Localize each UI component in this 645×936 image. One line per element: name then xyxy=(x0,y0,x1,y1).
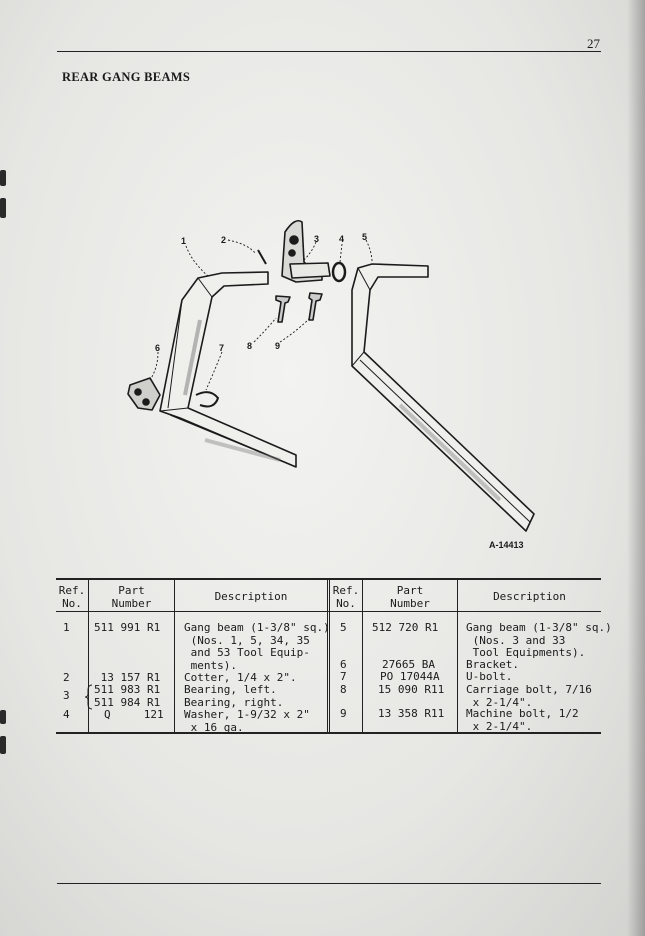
machine-bolt xyxy=(309,293,322,320)
brace-icon xyxy=(84,684,94,710)
ref-cell: 1 xyxy=(63,621,70,634)
header-ref-right: Ref. No. xyxy=(332,584,360,610)
part-number-cell: PO 17044A xyxy=(380,670,440,683)
description-cell: Bracket. xyxy=(466,658,519,671)
part-number-cell: 511 983 R1 511 984 R1 xyxy=(94,683,161,709)
ref-cell: 4 xyxy=(63,708,70,721)
header-description-right: Description xyxy=(493,590,566,603)
ref-cell: 5 xyxy=(340,621,347,634)
part-number-cell: Q 121 xyxy=(104,708,164,721)
section-title: REAR GANG BEAMS xyxy=(62,70,191,84)
description-cell: Gang beam (1-3/8" sq.) (Nos. 1, 5, 34, 35 and 53 Tool Equip- ments). xyxy=(184,621,330,672)
description-cell: Cotter, 1/4 x 2". xyxy=(184,671,297,684)
footer-rule xyxy=(57,883,601,884)
part-number-cell: 511 991 R1 xyxy=(94,621,161,634)
figure-code: A-14413 xyxy=(489,540,524,550)
callout-5: 5 xyxy=(362,232,368,242)
callout-6: 6 xyxy=(155,343,161,353)
header-ref-left: Ref. No. xyxy=(58,584,86,610)
callout-8: 8 xyxy=(247,341,253,351)
description-cell: Washer, 1-9/32 x 2" x 16 ga. xyxy=(184,708,310,734)
ref-cell: 8 xyxy=(340,683,347,696)
washer-part xyxy=(333,263,345,281)
page-number: 27 xyxy=(587,36,600,51)
cotter-part xyxy=(258,250,266,264)
description-cell: Machine bolt, 1/2 x 2-1/4". xyxy=(466,707,579,733)
part-number-cell: 15 090 R11 xyxy=(378,683,445,696)
part-number-cell: 512 720 R1 xyxy=(372,621,439,634)
u-bolt-part xyxy=(196,392,218,406)
ref-cell: 7 xyxy=(340,670,347,683)
gang-beam-left xyxy=(160,272,296,467)
carriage-bolt xyxy=(276,296,290,322)
callout-2: 2 xyxy=(221,235,227,245)
part-number-cell: 13 157 R1 xyxy=(94,671,161,684)
description-cell: Gang beam (1-3/8" sq.) (Nos. 3 and 33 Tool Equipments). xyxy=(466,621,612,659)
callout-9: 9 xyxy=(275,341,281,351)
gang-beam-right xyxy=(352,264,534,531)
callout-7: 7 xyxy=(219,343,225,353)
description-cell: Bearing, left. Bearing, right. xyxy=(184,683,284,709)
ref-cell: 6 xyxy=(340,658,347,671)
callout-3: 3 xyxy=(314,234,320,244)
callout-4: 4 xyxy=(339,234,345,244)
ref-cell: 9 xyxy=(340,707,347,720)
callout-1: 1 xyxy=(181,236,187,246)
header-part-right: Part Number xyxy=(390,584,430,610)
header-description-left: Description xyxy=(214,590,288,603)
part-number-cell: 27665 BA xyxy=(382,658,435,671)
ref-cell: 2 xyxy=(63,671,70,684)
description-cell: U-bolt. xyxy=(466,670,513,683)
description-cell: Carriage bolt, 7/16 x 2-1/4". xyxy=(466,683,592,709)
ref-cell: 3 xyxy=(63,689,70,702)
header-part-left: Part Number xyxy=(111,584,152,610)
part-number-cell: 13 358 R11 xyxy=(378,707,445,720)
